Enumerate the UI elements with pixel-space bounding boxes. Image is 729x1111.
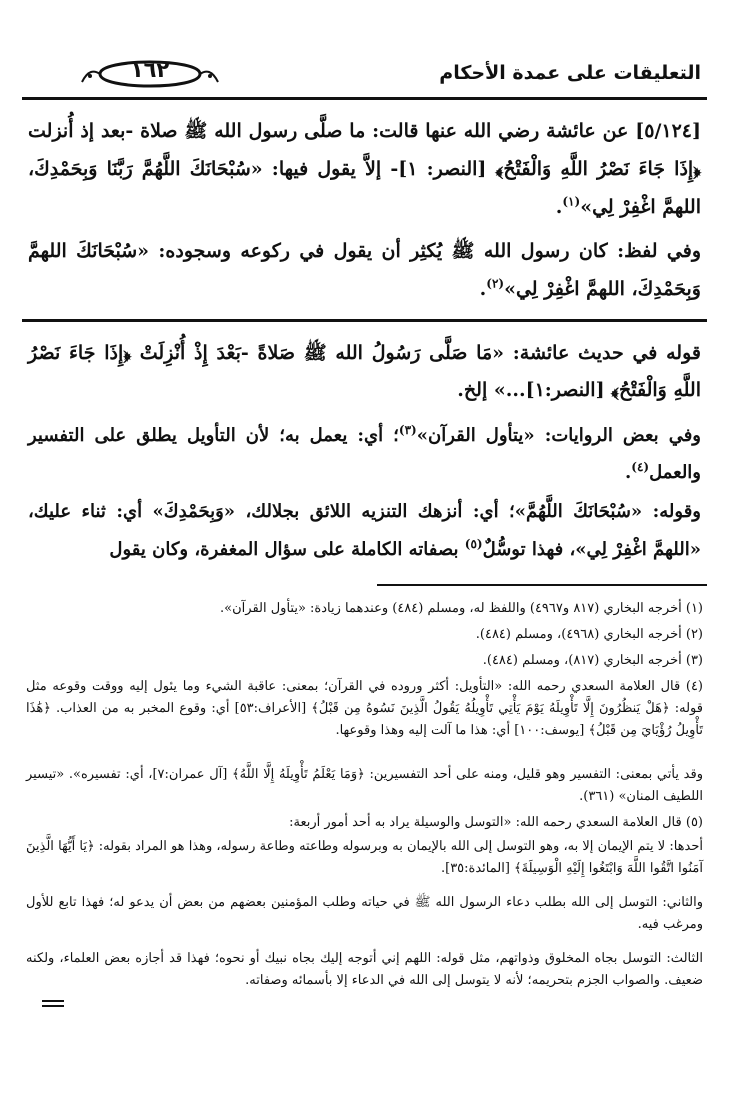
commentary-p2-text-a: وفي بعض الروايات: «يتأول القرآن»: [416, 425, 701, 446]
footnote-1: (١) أخرجه البخاري (٨١٧ و٤٩٦٧) واللفظ له، ومسلم (٤٨٤) وعندهما زيادة: «يتأول القرآن».: [220, 601, 703, 616]
footnote-4: (٤) قال العلامة السعدي رحمه الله: «التأويل: أكثر وروده في القرآن؛ بمعنى: عاقبة الشيء وما يئول إليه ووقت وقوعه مثل قوله: ﴿هَلْ يَنظُرُونَ إِلَّا تَأْوِيلَهُ يَوْمَ يَأْتِي تَأْوِيلُهُ يَقُولُ الَّذِينَ نَسُوهُ مِن قَبْلُ﴾ [الأعراف:٥٣] أي: وقوع المخبر به من العذاب. ﴿هَٰذَا تَأْوِيلُ رُؤْيَايَ مِن قَبْلُ﴾ [يوسف:١٠٠] أي: هذا ما آلت إليه وهذا وقوعها.: [26, 679, 703, 738]
commentary-paragraph-1: [28, 335, 701, 409]
hadith-main: [٥/١٢٤] عن عائشة رضي الله عنها قالت: ما صلَّى رسول الله ﷺ صلاة -بعد إذ أُنزلت ﴿إِذَا جَاءَ نَصْرُ اللَّهِ وَالْفَتْحُ﴾ [النصر: ١]- إلاَّ يقول فيها: «سُبْحَانَكَ اللَّهُمَّ رَبَّنَا وَبِحَمْدِكَ، اللهمَّ اغْفِرْ لِي»$^{(١)}$.: [28, 120, 701, 218]
footnote-ref-1[interactable]: (١): [562, 194, 581, 209]
footnote-5-first: أحدها: لا يتم الإيمان إلا به، وهو التوسل إلى الله بالإيمان به وبرسوله وطاعته وطاعة رسوله، وهذا هو المراد بقوله: ﴿يَا أَيُّهَا الَّذِينَ آمَنُوا اتَّقُوا اللَّهَ وَابْتَغُوا إِلَيْهِ الْوَسِيلَةَ﴾ [المائدة:٣٥].: [26, 839, 703, 876]
footnote-3: (٣) أخرجه البخاري (٨١٧)، ومسلم (٤٨٤).: [482, 653, 703, 668]
commentary-paragraph-2: وفي بعض الروايات: «يتأول القرآن»$^{(٣)}$؛ أي: يعمل به؛ لأن التأويل يطلق على التفسير والعمل$^{(٤)}$.: [28, 423, 701, 483]
footnote-2: (٢) أخرجه البخاري (٤٩٦٨)، ومسلم (٤٨٤).: [475, 627, 703, 642]
running-title: التعليقات على عمدة الأحكام: [439, 62, 701, 84]
footnote-4-continued: وقد يأتي بمعنى: التفسير وهو قليل، ومنه على أحد التفسيرين: ﴿وَمَا يَعْلَمُ تَأْوِيلَهُ إِلَّا اللَّهُ﴾ [آل عمران:٧]، أي: تفسيره». «تيسير اللطيف المنان» (٣٦١).: [26, 767, 703, 804]
footnote-ref-4[interactable]: (٤): [631, 460, 650, 474]
continuation-mark-icon: [42, 1000, 64, 1008]
footnote-5-third: الثالث: التوسل بجاه المخلوق وذواتهم، مثل قوله: اللهم إني أتوجه إليك بجاه نبيك أو نحوه؛ فهذا قد أجازه بعض العلماء، ولكنه ضعيف. والصواب الجزم بتحريمه؛ لأنه لا يتوسل إلى الله في الدعاء إلا بأسمائه وصفاته.: [26, 951, 703, 988]
commentary-p3-text-a: وقوله: «سُبْحَانَكَ اللَّهُمَّ»؛ أي: أنزهك التنزيه اللائق بجلالك، «وَبِحَمْدِكَ» أي: ثناء عليك، «اللهمَّ اغْفِرْ لِي»، فهذا توسُّلٌ: [28, 501, 701, 560]
hadith-variant-text: وفي لفظ: كان رسول الله ﷺ يُكثِر أن يقول في ركوعه وسجوده: «سُبْحَانَكَ اللهمَّ وَبِحَمْدِكَ، اللهمَّ اغْفِرْ لِي»: [28, 240, 701, 300]
footnote-ref-5[interactable]: (٥): [464, 537, 483, 551]
footnote-5: (٥) قال العلامة السعدي رحمه الله: «التوسل والوسيلة يراد به أحد أمور أربعة:: [289, 815, 703, 830]
hadith-main-text: [٥/١٢٤] عن عائشة رضي الله عنها قالت: ما صلَّى رسول الله ﷺ صلاة -بعد إذ أُنزلت ﴿إِذَا جَاءَ نَصْرُ اللَّهِ وَالْفَتْحُ﴾ [النصر: ١]- إلاَّ يقول فيها: «سُبْحَانَكَ اللَّهُمَّ رَبَّنَا وَبِحَمْدِكَ، اللهمَّ اغْفِرْ لِي»: [28, 120, 701, 218]
page-number: ١٦٢: [130, 58, 170, 82]
footnote-ref-3[interactable]: (٣): [398, 423, 417, 437]
page-number-badge: [80, 52, 220, 92]
header-divider: [22, 97, 707, 100]
page-header: [22, 52, 707, 98]
section-divider: [22, 319, 707, 322]
commentary-p1-text: قوله في حديث عائشة: «مَا صَلَّى رَسُولُ الله ﷺ صَلاةً -بَعْدَ إِذْ أُنْزِلَتْ ﴿إِذَا جَاءَ نَصْرُ اللَّهِ وَالْفَتْحُ﴾ [النصر:١]...» إلخ.: [28, 342, 701, 401]
footnote-divider: [377, 584, 707, 586]
hadith-variant: وفي لفظ: كان رسول الله ﷺ يُكثِر أن يقول في ركوعه وسجوده: «سُبْحَانَكَ اللهمَّ وَبِحَمْدِكَ، اللهمَّ اغْفِرْ لِي»$^{(٢)}$.: [28, 240, 701, 300]
footnote-ref-2[interactable]: (٢): [486, 276, 505, 291]
commentary-p2-text-b: ؛ أي: يعمل به؛ لأن التأويل يطلق على التفسير والعمل: [28, 425, 701, 483]
commentary-paragraph-3: [28, 493, 701, 569]
footnote-5-second: والثاني: التوسل إلى الله بطلب دعاء الرسول الله ﷺ في حياته وطلب المؤمنين بعضهم من بعض أن يدعو له؛ فهذا تابع للأول ومرغب فيه.: [26, 895, 703, 932]
commentary-p3-text-b: بصفاته الكاملة على سؤال المغفرة، وكان يقول: [109, 539, 459, 560]
